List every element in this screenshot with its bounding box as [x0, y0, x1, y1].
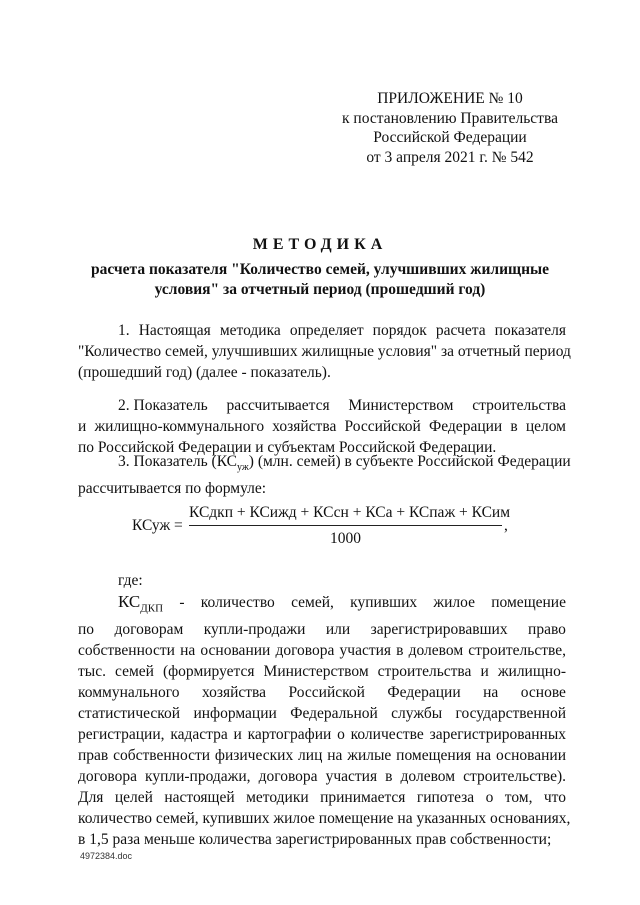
annex-header — [330, 89, 570, 167]
word: 2. Показатель — [118, 397, 208, 414]
definition-line — [78, 591, 566, 619]
word: основе — [520, 684, 566, 702]
where-label: где: — [118, 572, 143, 589]
definition-line: договора купли-продажи, договора участия в долевом строительстве). — [78, 768, 566, 786]
definition-line: Для целей настоящей методики принимается гипотеза о том, что — [78, 789, 566, 807]
paragraph-line: и жилищно-коммунального хозяйства Российской Федерации в целом — [78, 418, 566, 435]
dash: - — [179, 594, 185, 611]
symbol-subscript: ДКП — [140, 602, 164, 615]
word: помещение — [491, 594, 566, 611]
paragraph-2 — [78, 395, 566, 458]
annex-date: от 3 апреля 2021 г. № 542 — [366, 148, 534, 166]
definition-line: прав собственности физических лиц на жилые помещения на основании — [78, 747, 566, 765]
word: купивших — [350, 594, 418, 611]
paragraph-line: "Количество семей, улучшивших жилищные условия" за отчетный период — [78, 343, 571, 360]
definition-line: собственности на основании договора участия в долевом строительстве, — [78, 642, 566, 660]
formula-lhs: КСуж = — [132, 517, 183, 534]
formula-numerator: КСдкп + КСижд + КСсн + КСа + КСпаж + КСим — [189, 504, 511, 521]
definition-line: регистрации, кадастра и картографии о количестве зарегистрированных — [78, 726, 566, 744]
paragraph-1 — [78, 320, 571, 383]
file-name-footer: 4972384.doc — [80, 851, 133, 861]
word: жилое — [433, 594, 475, 611]
word: количество — [200, 594, 275, 611]
word: на — [483, 684, 499, 702]
annex-number: ПРИЛОЖЕНИЕ № 10 — [377, 90, 523, 107]
symbol-base: КС — [118, 592, 141, 611]
paragraph-3 — [78, 451, 571, 499]
word: право — [528, 621, 566, 639]
definition-line: количество семей, купивших жилое помещение на указанных основаниях, — [78, 810, 571, 828]
word: или — [325, 621, 351, 639]
definition-line: тыс. семей (формируется Министерством строительства и жилищно- — [78, 663, 566, 681]
paragraph-line: по Российской Федерации и субъектам Российской Федерации. — [78, 439, 497, 456]
word: купли-продажи — [203, 621, 306, 639]
word: хозяйства — [201, 684, 267, 702]
word: рассчитывается — [226, 397, 330, 414]
word: зарегистрировавших — [370, 621, 508, 639]
subtitle-line: расчета показателя "Количество семей, улучшивших жилищные — [90, 261, 550, 278]
definition-line: в 1,5 раза меньше количества зарегистрированных прав собственности; — [78, 831, 552, 849]
word: по — [78, 621, 95, 639]
definition-ksdkp — [78, 591, 571, 850]
definition-line — [78, 619, 566, 640]
paragraph-line: 1. Настоящая методика определяет порядок расчета показателя — [118, 322, 566, 339]
word: договорам — [114, 621, 184, 639]
subscript: уж — [237, 462, 249, 474]
word: строительства — [472, 397, 566, 414]
definition-line: статистической информации Федеральной службы государственной — [78, 705, 566, 723]
annex-decree: к постановлению Правительства — [342, 109, 558, 127]
paragraph-line: (прошедший год) (далее - показатель). — [78, 364, 331, 381]
symbol — [118, 591, 163, 619]
fraction-bar — [189, 525, 502, 526]
subtitle-line: условия" за отчетный период (прошедший год) — [154, 281, 486, 298]
word: Министерством — [348, 397, 454, 414]
formula-denominator: 1000 — [330, 530, 361, 547]
word: Российской — [288, 684, 365, 702]
word: Федерации — [387, 684, 461, 702]
text-fragment: 3. Показатель (КС — [118, 453, 238, 470]
definition-line — [78, 682, 566, 703]
annex-government: Российской Федерации — [373, 129, 527, 146]
text-fragment: ) (млн. семей) в субъекте Российской Федерации — [248, 453, 571, 470]
formula-comma: , — [504, 517, 508, 534]
paragraph-line: рассчитывается по формуле: — [78, 480, 267, 498]
paragraph-line — [78, 395, 566, 416]
formula — [132, 504, 512, 556]
paragraph-line — [78, 451, 571, 478]
document-subtitle — [80, 260, 560, 300]
word: семей, — [291, 594, 334, 611]
document-title: МЕТОДИКА — [252, 236, 388, 253]
word: коммунального — [78, 684, 180, 702]
